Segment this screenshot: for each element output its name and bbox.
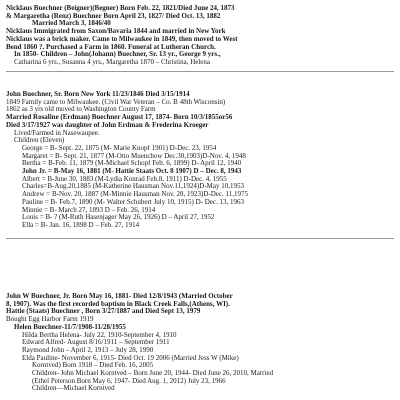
- text-line: In 1850- Children – John(Johann) Buechner, Sr. 13 yr., George 9 yrs.,: [14, 51, 221, 59]
- text-line: John W Buechner, Jr. Born May 16, 1881- Died 12/8/1943 (Married October: [6, 293, 233, 300]
- john-sr-section: [6, 91, 396, 230]
- child-entry: Margaret = B- Sept. 21, 1877 (M-Otto Muenchow Dec.30,1903)D-Nov. 4, 1948: [22, 152, 246, 160]
- section-divider: [6, 238, 394, 239]
- text-line: Married March 3, 1846/40: [32, 20, 111, 28]
- text-line: Bend 1860 ?. Purchased a Farm in 1860. Funeral at Lutheran Church.: [6, 43, 216, 51]
- child-entry: Albert = B-June 30, 1883 (M-Lydia Konrad Feb.8, 1911) D-Dec. 4, 1955: [22, 175, 227, 183]
- child-entry-highlight: John Jr. = B-May 16, 1881 (M- Hattie Staats Oct. 8 1907) D – Dec. 8, 1943: [22, 168, 242, 176]
- child-entry: Andrew = B-Nov. 20, 1887 (M-Minnie Hausman Nov. 28, 1923)D-Dec. 11,1975: [22, 191, 248, 199]
- child-entry: Elda Pauline- November 6, 1915- Died Oct. 19 2006 (Married Jess W (Mike): [22, 354, 239, 362]
- text-line: Bought Egg Harbor Farm 1919: [6, 316, 94, 324]
- child-entry: Ella = B- Jan. 16, 1898 D – Feb. 27, 1914: [22, 221, 140, 229]
- text-line: Catharina 6 yrs., Susanna 4 yrs., Margaretha 1870 – Christina, Helena: [14, 58, 211, 66]
- john-jr-section: [6, 293, 396, 393]
- text-line: 1849 Family came to Milwaukee. (Civil War Veteran – Co. B 48th Wisconsin): [6, 98, 226, 106]
- child-entry: Pauline = B- Feb.7, 1890 (M- Walter Schubert July 10, 1915) D- Dec. 13, 1963: [22, 198, 244, 206]
- nicklaus-section: [6, 5, 396, 67]
- text-line: Lived/Farmed in Nasewaupee.: [14, 129, 100, 137]
- text-line: Nicklaus Buechner (Beigner)(Begner) Born Feb. 22, 1821/Died June 24, 1873: [6, 5, 235, 12]
- child-entry: Korntved) Born 1918 – Died Feb. 16, 2005: [32, 362, 154, 370]
- text-line: Nicklaus was a brick maker. Came to Milwaukee in 1849, then moved to West: [6, 35, 238, 43]
- child-entry: Raymond John – April 2, 1913 – July 28, 1990: [22, 346, 154, 354]
- text-line: Nicklaus Immigrated from Saxon/Bavaria 1844 and married in New York: [6, 28, 226, 36]
- child-entry: George = B- Sept. 22, 1875 (M- Marie Knopf 1901) D-Dec. 23, 1954: [22, 144, 217, 152]
- text-line: 8, 1907). Was the first recorded baptism in Black Creek Falls,(Athens, WI).: [6, 300, 230, 308]
- child-entry: (Ethel Peterson Born May 6, 1947- Died Aug. 1, 2012) July 23, 1966: [32, 377, 226, 385]
- child-entry: Bertha = B-Feb. 11, 1879 (M-Michael Schopf Feb. 6, 1899) D- April 12, 1940: [22, 160, 242, 168]
- text-line: Helen Buechner-11/7/1908-11/28/1955: [14, 323, 126, 331]
- child-entry: Children- John Michael Korntved – Born June 20, 1944- Died June 26, 2010, Married: [32, 370, 274, 378]
- child-entry: Louis = B- ? (M-Ruth Hasenjager May 26, 1926) D – April 27, 1952: [22, 214, 215, 222]
- child-entry: Charles=B-Aug.20,1885 (M-Katherine Hausman Nov.11,1924)D-May 10,1953: [22, 183, 244, 191]
- text-line: 1862 as 3 yrs old moved to Washington County Farm: [6, 106, 156, 114]
- text-line: Married Rosaline (Erdman) Buechner August 17, 1874- Born 10/3/1855or56: [6, 114, 233, 122]
- section-divider: [6, 71, 394, 72]
- child-entry: Minnie = B- March 27, 1893 D – Feb. 26, 1914: [22, 206, 156, 214]
- text-line: & Margaretha (Renz) Buechner Born April 23, 1827/ Died Oct. 13, 1882: [6, 12, 221, 20]
- child-entry: Hilda Bertha Helena- July 22, 1910-September 4, 1910: [22, 331, 177, 339]
- child-entry: Edward Alfred- August 8/16/1911 – September 1911: [22, 339, 170, 347]
- text-line: Children (Eleven): [14, 137, 65, 145]
- child-entry: Children—Michael Korntved: [32, 385, 115, 393]
- text-line: John Buechner, Sr. Born New York 11/23/1846 Died 3/15/1914: [6, 91, 190, 98]
- text-line: Hattie (Staats) Buechner , Born 3/27/1887 and Died Sept 13, 1979: [6, 308, 201, 316]
- text-line: Died 3/17/1927 was daughter of John Erdman & Frederina Kroeger: [6, 121, 209, 129]
